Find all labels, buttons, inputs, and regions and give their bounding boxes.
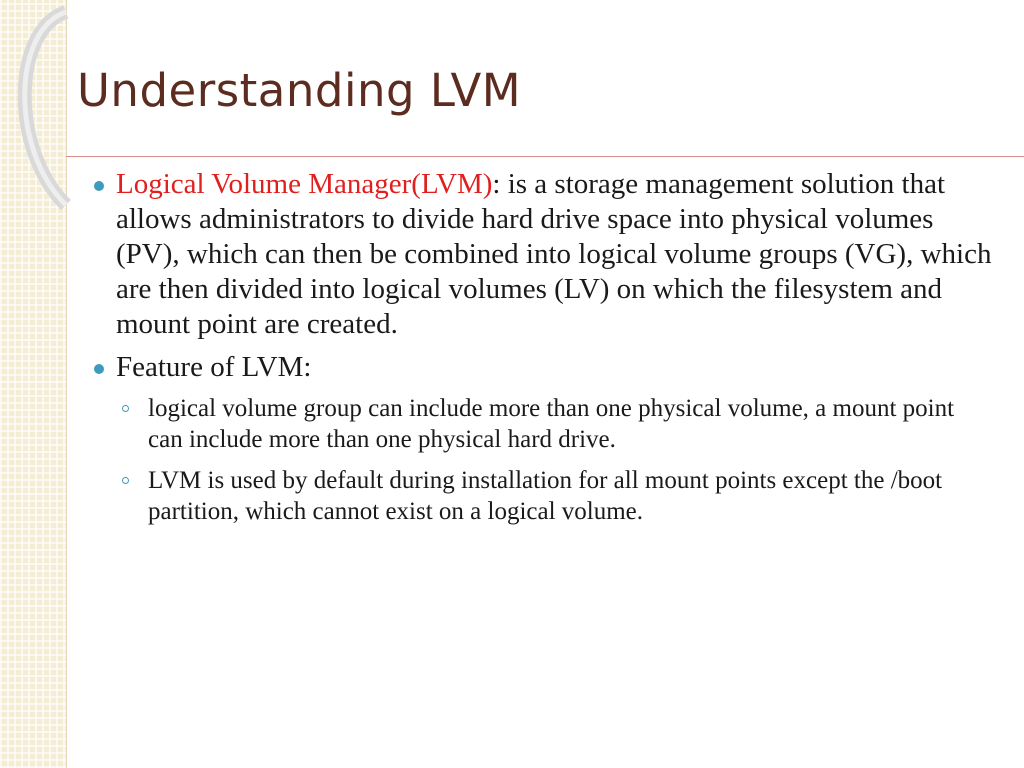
feature-sub-list [120,393,992,527]
sub-bullet-item [120,393,992,455]
sub-bullet-circle-icon [122,405,129,412]
sub-bullet-text: logical volume group can include more than one physical volume, a mount point can include more than one physical hard drive. [148,395,955,453]
slide-content [92,167,992,537]
sub-bullet-item [120,465,992,527]
sub-bullet-text: LVM is used by default during installation for all mount points except the /boot partition, which cannot exist on a logical volume. [148,467,943,525]
sub-bullet-circle-icon [122,477,129,484]
bullet-text: : is a storage management solution that allows administrators to divide hard drive space into physical volumes (PV), which can then be combined into logical volume groups (VG), which are then divided into logical volumes (LV) on which the filesystem and mount point are created. [116,168,992,340]
bullet-dot-icon [94,181,104,191]
bullet-dot-icon [94,364,104,374]
title-divider [66,156,1024,157]
bullet-item-features [92,350,992,385]
highlighted-term: Logical Volume Manager(LVM) [116,168,493,200]
bullet-text: Feature of LVM: [116,351,312,383]
bullet-item-lvm-definition [92,167,992,342]
slide-title: Understanding LVM [77,64,522,117]
